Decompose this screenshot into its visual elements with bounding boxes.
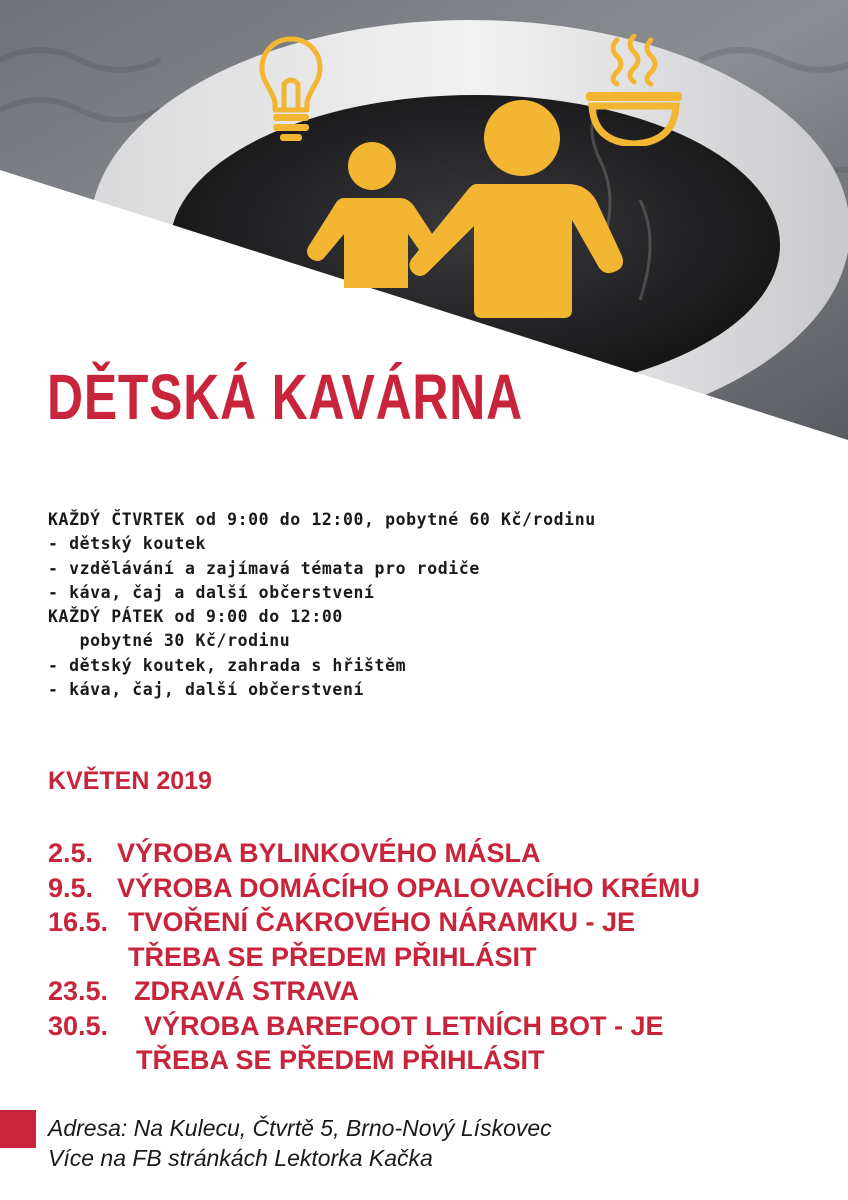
event-item-continued	[48, 940, 700, 975]
event-date: 30.5.	[48, 1010, 109, 1041]
event-item-continued	[48, 1043, 700, 1078]
event-date: 9.5.	[48, 872, 94, 903]
event-item	[48, 905, 700, 940]
contact-info	[48, 1113, 552, 1173]
schedule-line: KAŽDÝ ČTVRTEK od 9:00 do 12:00, pobytné 60 Kč/rodinu	[48, 510, 596, 529]
event-item	[48, 1009, 700, 1044]
schedule-line: - dětský koutek, zahrada s hřištěm	[48, 655, 407, 675]
address-line: Adresa: Na Kulecu, Čtvrtě 5, Brno-Nový Lískovec	[48, 1115, 552, 1141]
facebook-line: Více na FB stránkách Lektorka Kačka	[48, 1145, 433, 1171]
event-list	[48, 836, 700, 1078]
event-item	[48, 974, 700, 1009]
event-title: TVOŘENÍ ČAKROVÉHO NÁRAMKU - JE	[128, 907, 636, 937]
accent-block	[0, 1110, 36, 1148]
month-heading: KVĚTEN 2019	[48, 767, 212, 795]
schedule-line: - káva, čaj, další občerstvení	[48, 680, 365, 700]
event-date: 23.5.	[48, 976, 109, 1006]
schedule-line: - káva, čaj a další občerstvení	[48, 582, 375, 602]
event-title: TŘEBA SE PŘEDEM PŘIHLÁSIT	[128, 941, 537, 972]
schedule-line: - dětský koutek	[48, 534, 207, 554]
schedule-line: KAŽDÝ PÁTEK od 9:00 do 12:00	[48, 607, 343, 627]
parent-child-icon	[300, 96, 630, 320]
event-title: VÝROBA BYLINKOVÉHO MÁSLA	[117, 838, 541, 868]
schedule-line: pobytné 30 Kč/rodinu	[48, 631, 291, 651]
page-title: DĚTSKÁ KAVÁRNA	[47, 361, 523, 433]
schedule-line: - vzdělávání a zajímavá témata pro rodiče	[48, 558, 480, 578]
event-date: 2.5.	[48, 838, 94, 868]
event-item	[48, 836, 700, 871]
event-title: VÝROBA DOMÁCÍHO OPALOVACÍHO KRÉMU	[117, 872, 701, 903]
event-title: TŘEBA SE PŘEDEM PŘIHLÁSIT	[136, 1045, 545, 1075]
weekly-schedule	[48, 508, 596, 702]
event-item	[48, 871, 700, 906]
event-title: VÝROBA BAREFOOT LETNÍCH BOT - JE	[144, 1010, 664, 1041]
event-date: 16.5.	[48, 907, 109, 937]
event-title: ZDRAVÁ STRAVA	[134, 976, 359, 1006]
